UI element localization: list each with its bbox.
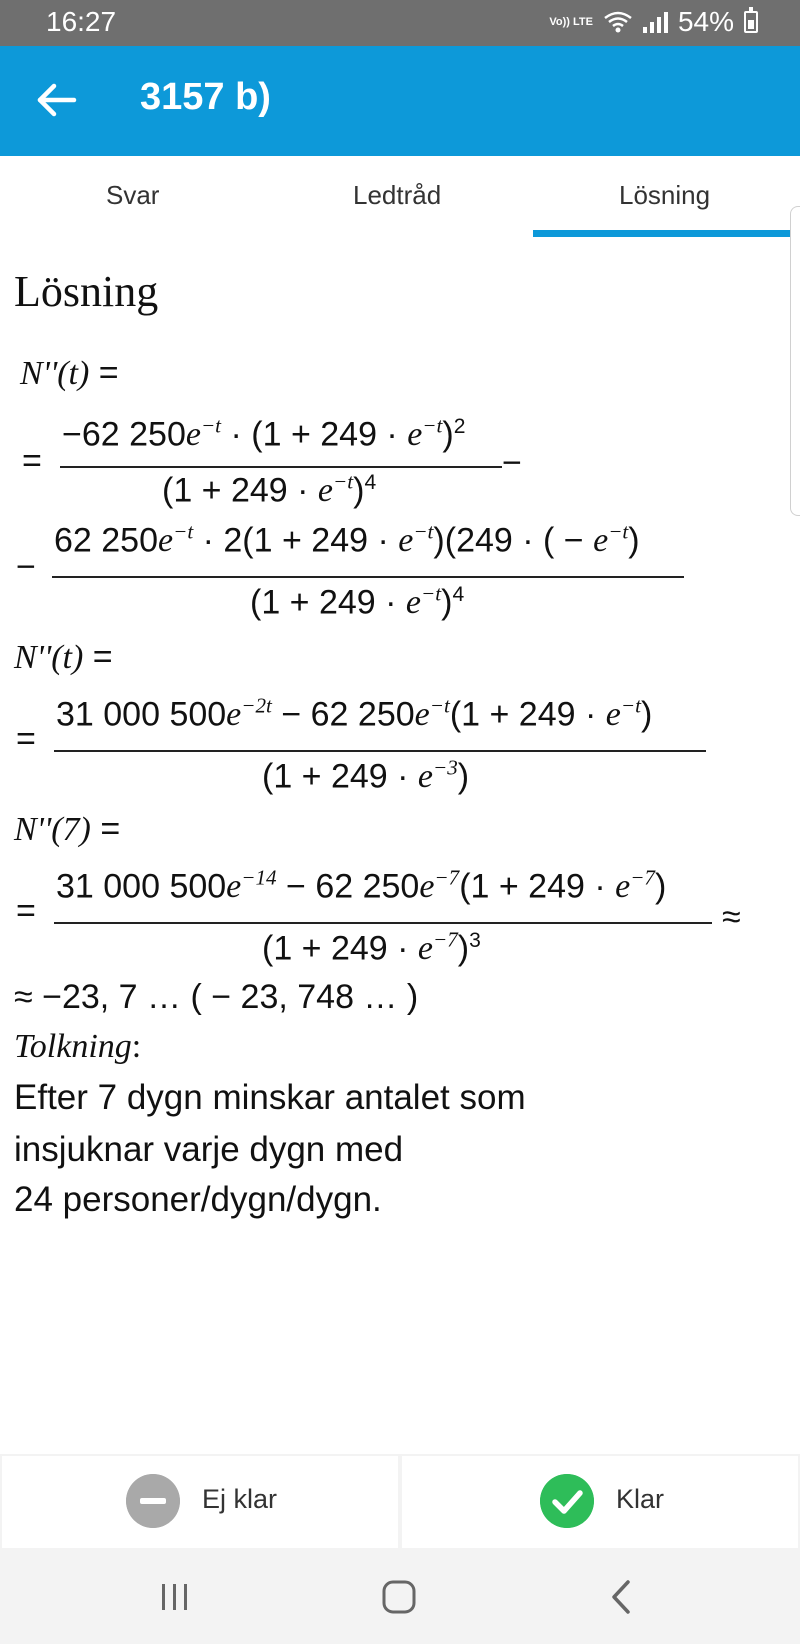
eq-sign-f1: =: [22, 442, 42, 480]
page-title: 3157 b): [140, 76, 271, 118]
back-nav-icon[interactable]: [598, 1572, 648, 1622]
tab-losning[interactable]: Lösning: [619, 180, 711, 210]
result-value: ≈ −23, 7 … ( − 23, 748 … ): [14, 978, 419, 1016]
num-rest: (1 + 249 ·: [251, 415, 408, 454]
signal-icon: [643, 11, 668, 33]
expr-label-1: [20, 354, 119, 393]
fraction-4-numerator: 31 000 $500e^{-14} - 62$ $250e^{-7}(1 + 249 \cdot e^{-7})$: [56, 866, 667, 906]
tolkning-word: Tolkning: [14, 1028, 132, 1065]
status-bar: [0, 0, 800, 46]
fraction-2-line: [52, 576, 684, 578]
num-b: − 62 250: [276, 867, 420, 906]
back-arrow-icon[interactable]: [28, 72, 84, 128]
fraction-2-numerator: 62 $250e^{-t} \cdot 2(1 + 249 \cdot e^{-t})(249$ · ( − $e^{-t}$): [54, 520, 640, 560]
scroll-handle[interactable]: [790, 206, 800, 516]
solution-heading: Lösning: [14, 267, 159, 316]
equals-sign: =: [100, 810, 121, 848]
equals-sign: =: [98, 354, 119, 392]
den: (1 + 249 ·: [250, 583, 406, 622]
fraction-3-numerator: 31 000 $500e^{-2t} - 62$ $250e^{-t}(1 + 249 \cdot e^{-t})$: [56, 694, 653, 734]
done-button[interactable]: [402, 1456, 798, 1548]
mid: · 2(1 + 249 ·: [193, 521, 399, 560]
tab-bar: [0, 156, 800, 236]
tab-ledtrad[interactable]: Ledtråd: [353, 180, 442, 210]
tolkning-line-2: insjuknar varje dygn med: [14, 1130, 404, 1169]
coef: 62 250: [54, 521, 158, 560]
minus-sign-1: −: [502, 444, 522, 482]
n-double-prime-t: N''(t): [14, 639, 84, 676]
den: (1 + 249 ·: [162, 471, 318, 510]
fraction-2-denominator: $(1 + 249 \cdot e^{-t})^4$: [250, 582, 465, 622]
approx-sign: ≈: [722, 898, 741, 936]
den: (1 + 249 ·: [262, 929, 418, 968]
fraction-1-denominator: $(1 + 249 \cdot e^{-t})^4$: [162, 470, 377, 510]
fraction-4-line: [54, 922, 712, 924]
eq-sign-f4: =: [16, 892, 36, 930]
not-done-label: Ej klar: [202, 1484, 278, 1514]
minus-sign-2: −: [16, 548, 36, 586]
recent-apps-icon[interactable]: [150, 1572, 200, 1622]
not-done-button[interactable]: [2, 1456, 398, 1548]
bottom-button-bar: [0, 1454, 800, 1550]
eq-sign-f3: =: [16, 720, 36, 758]
system-nav-bar: [0, 1550, 800, 1644]
expr-label-3: [14, 810, 120, 849]
den: (1 + 249 ·: [262, 757, 418, 796]
volte-icon: Vo)) LTE: [549, 15, 593, 28]
num-a: 31 000 500: [56, 867, 227, 906]
tab-indicator: [533, 230, 800, 237]
tab-svar[interactable]: Svar: [106, 180, 160, 210]
fraction-1-numerator: −62 $250e^{-t} \cdot (1 + 249 \cdot e^{-t})^2$: [62, 414, 466, 454]
done-label: Klar: [616, 1484, 665, 1514]
minus-circle-icon: [126, 1474, 180, 1528]
check-circle-icon: [540, 1474, 594, 1528]
num-b: − 62 250: [271, 695, 415, 734]
tolkning-line-3: 24 personer/dygn/dygn.: [14, 1180, 382, 1219]
fraction-3-line: [54, 750, 706, 752]
num-a: 31 000 500: [56, 695, 227, 734]
status-time: 16:27: [46, 6, 117, 37]
num-c: (1 + 249 ·: [449, 695, 606, 734]
battery-percent: 54%: [677, 6, 734, 37]
fraction-4-denominator: $(1 + 249 \cdot e^{-7})^3$: [262, 928, 481, 968]
tolkning-line-1: Efter 7 dygn minskar antalet som: [14, 1078, 526, 1117]
equals-sign: =: [92, 638, 113, 676]
home-icon[interactable]: [374, 1572, 424, 1622]
n-double-prime-t: N''(t): [20, 355, 90, 392]
tolkning-label: Tolkning:: [14, 1028, 142, 1065]
expr-label-2: [14, 638, 113, 677]
app-bar: [0, 46, 800, 156]
status-icons: [549, 6, 758, 38]
num-c: (1 + 249 ·: [459, 867, 616, 906]
end: )(249 · ( −: [433, 521, 594, 560]
wifi-icon: [603, 10, 633, 34]
coef: −62 250: [62, 415, 186, 454]
fraction-3-denominator: $(1 + 249 \cdot e^{-3})$: [262, 756, 470, 796]
fraction-1-line: [60, 466, 502, 468]
battery-icon: [744, 11, 758, 33]
n-double-prime-7: N''(7): [14, 811, 91, 848]
